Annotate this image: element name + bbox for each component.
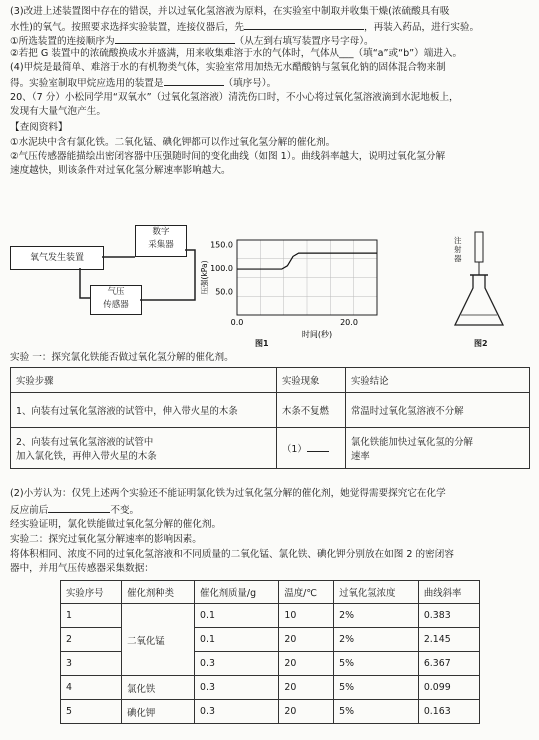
table-cell: 0.3 xyxy=(195,652,279,676)
text-span: （从左到右填写装置序号字母）。 xyxy=(234,36,374,47)
text-line: 实验二：探究过氧化氢分解速率的影响因素。 xyxy=(10,534,202,545)
figure-1-caption: 图1 xyxy=(255,339,269,348)
text-line: (2)小芳认为：仅凭上述两个实验还不能证明氯化铁为过氧化氢分解的催化剂，她觉得需要探究它在化学 xyxy=(10,488,446,499)
table-header-cell: 实验序号 xyxy=(61,581,122,604)
table-cell: 5% xyxy=(334,676,419,700)
table-row xyxy=(11,393,530,428)
text-span: ，再装入药品，进行实验。 xyxy=(364,22,480,33)
text-line: ②气压传感器能描绘出密闭容器中压强随时间的变化曲线（如图 1）。曲线斜率越大，说明过氧化氢分解 xyxy=(10,151,446,162)
text-line: 实验 一：探究氯化铁能否做过氧化氢分解的催化剂。 xyxy=(10,352,234,363)
text-line xyxy=(10,503,139,517)
apparatus-connectors xyxy=(0,210,205,330)
table-cell: 碘化钾 xyxy=(122,700,195,724)
table-header-row xyxy=(11,368,530,393)
table-row xyxy=(61,700,480,724)
table-cell: 3 xyxy=(61,652,122,676)
table-cell: 0.1 xyxy=(195,628,279,652)
table-cell: 6.367 xyxy=(418,652,479,676)
syringe-label: 注射器 xyxy=(454,236,462,263)
table-header-cell: 催化剂种类 xyxy=(122,581,195,604)
text-line xyxy=(10,76,276,90)
figure-2-caption: 图2 xyxy=(474,339,488,348)
table-cell: 20 xyxy=(279,700,334,724)
blank-field[interactable] xyxy=(164,76,224,86)
table-cell: 0.1 xyxy=(195,604,279,628)
table-cell: 5% xyxy=(334,700,419,724)
table-row xyxy=(61,676,480,700)
text-line: ②若把 G 装置中的浓硫酸换成水并盛满，用来收集难溶于水的气体时，气体从___（填“a”或“b”）端进入。 xyxy=(10,48,463,59)
y-tick-label: 150.0 xyxy=(210,240,233,250)
table-cell: 2% xyxy=(334,604,419,628)
text-line xyxy=(10,34,374,48)
table-header-cell: 曲线斜率 xyxy=(418,581,479,604)
table-header-cell: 温度/℃ xyxy=(279,581,334,604)
text-line: (3)改进上述装置图中存在的错误，并以过氧化氢溶液为原料，在实验室中制取并收集干燥(浓硫酸具有吸 xyxy=(10,6,450,17)
blank-field[interactable] xyxy=(115,34,235,44)
table-cell: 0.163 xyxy=(418,700,479,724)
answer-label: （1） xyxy=(282,444,307,455)
table-cell: 2% xyxy=(334,628,419,652)
pressure-time-chart xyxy=(195,232,395,342)
x-axis-label: 时间(秒) xyxy=(301,330,333,339)
table-cell: 0.099 xyxy=(418,676,479,700)
digital-collector-box: 数字 采集器 xyxy=(135,225,187,257)
table-header-cell: 实验结论 xyxy=(346,368,530,393)
table-cell: 1、向装有过氧化氢溶液的试管中，伸入带火星的木条 xyxy=(11,393,277,428)
table-cell: 2、向装有过氧化氢溶液的试管中 加入氯化铁，再伸入带火星的木条 xyxy=(11,428,277,469)
table-cell xyxy=(277,428,346,469)
y-tick-label: 100.0 xyxy=(210,264,233,274)
oxygen-generator-box: 氧气发生装置 xyxy=(10,246,104,270)
text-span: 水性)的氧气。按照要求选择实验装置，连接仪器后，先 xyxy=(10,22,244,33)
table-cell: 5% xyxy=(334,652,419,676)
blank-field[interactable] xyxy=(244,20,364,30)
table-cell: 2.145 xyxy=(418,628,479,652)
x-tick-label: 20.0 xyxy=(340,318,358,327)
text-span: （填序号）。 xyxy=(223,78,277,89)
table-cell: 20 xyxy=(279,652,334,676)
table-cell: 氯化铁能加快过氧化氢的分解 速率 xyxy=(346,428,530,469)
table-cell: 二氧化锰 xyxy=(122,604,195,676)
text-span: ①所选装置的连接顺序为 xyxy=(10,36,115,47)
text-line xyxy=(10,20,479,34)
text-line: ①水泥块中含有氯化铁。二氧化锰、碘化钾都可以作过氧化氢分解的催化剂。 xyxy=(10,137,336,148)
table-cell: 0.383 xyxy=(418,604,479,628)
section-heading: 【查阅资料】 xyxy=(10,122,68,133)
blank-field[interactable] xyxy=(48,503,110,513)
pressure-sensor-box: 气压 传感器 xyxy=(90,285,142,315)
table-header-cell: 过氧化氢浓度 xyxy=(334,581,419,604)
text-span: 不变。 xyxy=(110,505,140,516)
table-cell: 20 xyxy=(279,628,334,652)
table-cell: 常温时过氧化氢溶液不分解 xyxy=(346,393,530,428)
text-line: 发现有大量气泡产生。 xyxy=(10,106,106,117)
table-header-row xyxy=(61,581,480,604)
table-row xyxy=(61,604,480,628)
text-line: 经实验证明，氯化铁能做过氧化氢分解的催化剂。 xyxy=(10,519,222,530)
table-cell: 1 xyxy=(61,604,122,628)
x-tick-label: 0.0 xyxy=(230,318,244,327)
experiment-1-table xyxy=(10,367,530,469)
text-line: 20、（7 分）小松同学用“双氧水”（过氧化氢溶液）清洗伤口时，不小心将过氧化氢溶液滴到水泥地板上， xyxy=(10,92,459,103)
text-line: 器中，并用气压传感器采集数据： xyxy=(10,563,154,574)
table-row xyxy=(11,428,530,469)
blank-field[interactable] xyxy=(307,442,329,452)
table-header-cell: 实验现象 xyxy=(277,368,346,393)
text-span: 得。实验室制取甲烷应选用的装置是 xyxy=(10,78,164,89)
text-line: 将体积相同、浓度不同的过氧化氢溶液和不同质量的二氧化锰、氯化铁、碘化钾分别放在如图 2 的密闭容 xyxy=(10,549,454,560)
experiment-2-table xyxy=(60,580,480,724)
table-cell: 氯化铁 xyxy=(122,676,195,700)
y-tick-label: 50.0 xyxy=(215,287,233,297)
table-cell: 5 xyxy=(61,700,122,724)
table-cell: 10 xyxy=(279,604,334,628)
table-cell: 4 xyxy=(61,676,122,700)
table-header-cell: 实验步骤 xyxy=(11,368,277,393)
text-line: 速度越快，则该条件对过氧化氢分解速率影响越大。 xyxy=(10,165,231,176)
text-span: 反应前后 xyxy=(10,505,49,516)
table-cell: 0.3 xyxy=(195,700,279,724)
table-cell: 20 xyxy=(279,676,334,700)
table-cell: 2 xyxy=(61,628,122,652)
table-cell: 0.3 xyxy=(195,676,279,700)
table-header-cell: 催化剂质量/g xyxy=(195,581,279,604)
table-cell: 木条不复燃 xyxy=(277,393,346,428)
y-axis-label: 压强(kPa) xyxy=(200,260,209,295)
text-line: (4)甲烷是最简单、难溶于水的有机物类气体，实验室常用加热无水醋酸钠与氢氧化钠的固体混合物来制 xyxy=(10,62,446,73)
